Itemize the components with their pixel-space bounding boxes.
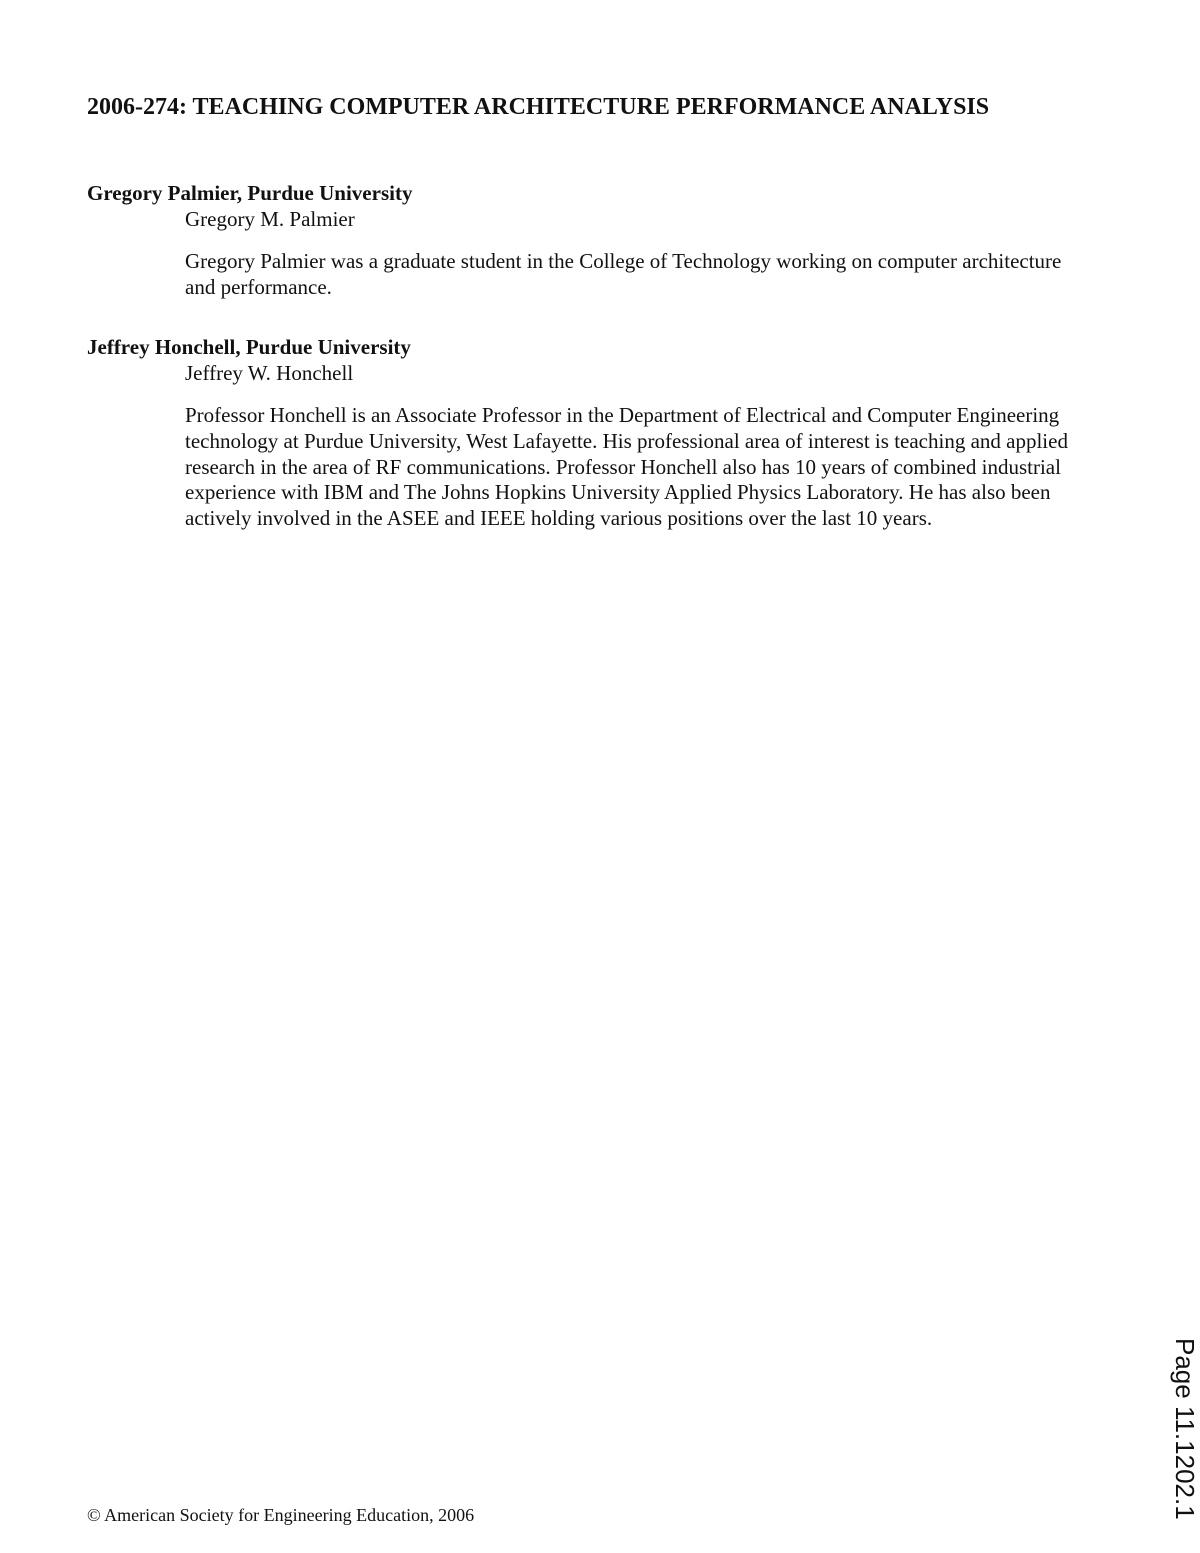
author-bio: Gregory Palmier was a graduate student in the College of Technology working on computer architecture and performance. [185,249,1062,299]
author-bio: Professor Honchell is an Associate Professor in the Department of Electrical and Computer Engineering technology at Purdue University, West Lafayette. His professional area of interest is teaching and applied research in the area of RF communications. Professor Honchell also has 10 years of combined industrial experience with IBM and The Johns Hopkins University Applied Physics Laboratory. He has also been actively involved in the ASEE and IEEE holding various positions over the last 10 years. [185,403,1068,531]
author-full-name: Jeffrey W. Honchell [185,361,354,385]
copyright-notice: © American Society for Engineering Education, 2006 [87,1505,475,1525]
paper-title: 2006-274: TEACHING COMPUTER ARCHITECTURE PERFORMANCE ANALYSIS [87,94,990,120]
author-heading: Jeffrey Honchell, Purdue University [87,335,411,359]
author-heading: Gregory Palmier, Purdue University [87,181,413,205]
page-number: Page 11.1202.1 [1170,1338,1200,1520]
author-full-name: Gregory M. Palmier [185,207,355,231]
